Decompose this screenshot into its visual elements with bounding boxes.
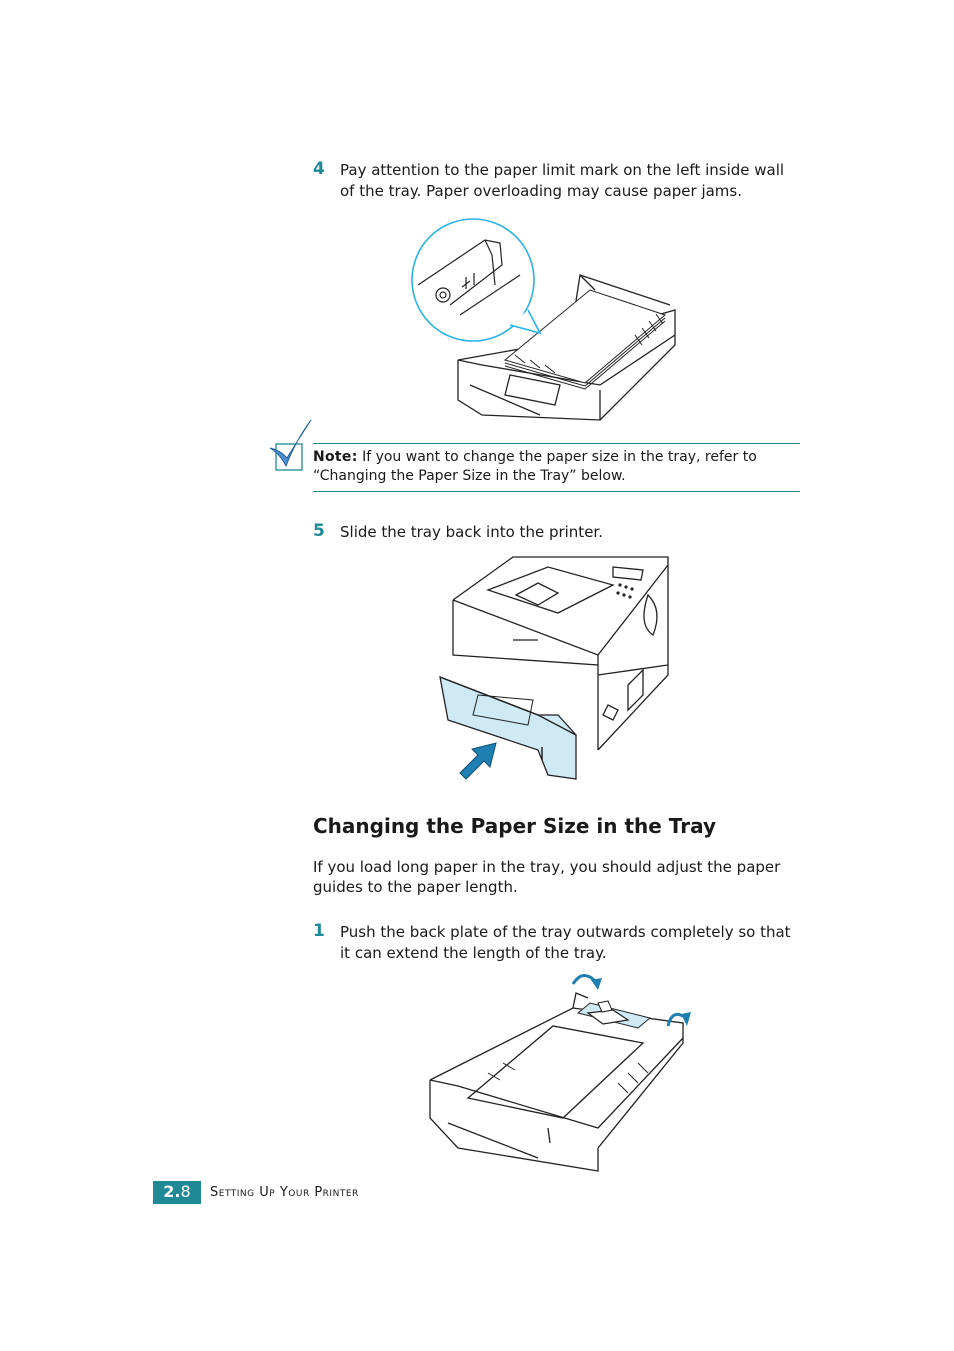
note-top-rule [313, 443, 800, 444]
note-label: Note: [313, 449, 358, 465]
section-body-text: If you load long paper in the tray, you should adjust the paper guides to the paper length. [313, 858, 781, 896]
tray-back-plate-illustration [428, 968, 693, 1173]
footer-page-badge [153, 1181, 201, 1203]
note-block [313, 448, 800, 486]
footer-rule [153, 1203, 201, 1204]
printer-tray-insert-illustration [438, 555, 678, 783]
step-4-text: Pay attention to the paper limit mark on the left inside wall of the tray. Paper overloading may cause paper jams. [340, 161, 785, 200]
tray-paper-limit-illustration [410, 215, 685, 420]
step-number-1: 1 [313, 921, 325, 941]
footer-chapter: 2. [163, 1182, 181, 1201]
step-5-text: Slide the tray back into the printer. [340, 523, 603, 541]
step-number-5: 5 [313, 521, 325, 541]
section-title: Changing the Paper Size in the Tray [313, 814, 717, 838]
footer-chapter-title: Setting Up Your Printer [210, 1185, 359, 1200]
step-number-4: 4 [313, 159, 325, 179]
note-bottom-rule [313, 491, 800, 492]
note-text: If you want to change the paper size in the tray, refer to “Changing the Paper Size in the Tray” below. [313, 449, 757, 484]
note-check-icon [268, 418, 313, 473]
footer-page-number: 8 [180, 1182, 191, 1201]
step-1-text: Push the back plate of the tray outwards completely so that it can extend the length of the tray. [340, 923, 791, 962]
